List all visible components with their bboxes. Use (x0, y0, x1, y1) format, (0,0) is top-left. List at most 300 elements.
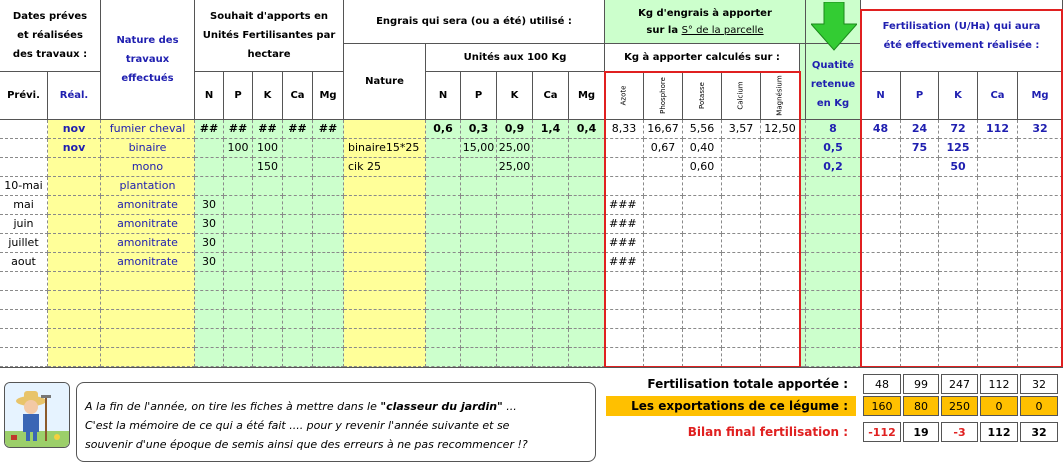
cell-k3-row-7 (722, 234, 761, 253)
down-arrow-icon (811, 2, 857, 52)
cell-u2-row-12 (497, 329, 533, 348)
cell-f3-row-5 (978, 196, 1018, 215)
exports-value-k: 250 (941, 396, 978, 416)
cell-u3-row-1: 1,4 (533, 120, 569, 139)
cell-f4-row-13 (1018, 348, 1063, 367)
cell-qte-row-8 (806, 253, 861, 272)
cell-k1-row-7 (644, 234, 683, 253)
cell-qte-row-11 (806, 310, 861, 329)
cell-k1-row-4 (644, 177, 683, 196)
cell-f0-row-7 (861, 234, 901, 253)
cell-k0-row-7: ### (605, 234, 644, 253)
header-souhait-line-3: hectare (247, 49, 291, 60)
cell-u0-row-5 (426, 196, 461, 215)
cell-k3-row-1: 3,57 (722, 120, 761, 139)
cell-nature-row-2: binaire (101, 139, 195, 158)
header-unites: Unités aux 100 Kg (426, 44, 605, 72)
cell-f0-row-6 (861, 215, 901, 234)
cell-k0-row-10 (605, 291, 644, 310)
cell-previ-row-6: juin (0, 215, 48, 234)
header-souhait-p: P (224, 72, 253, 120)
header-previ: Prévi. (0, 72, 48, 120)
header-kg-engrais-line-2 (646, 22, 763, 39)
header-dates-line-1: Dates préves (12, 11, 88, 22)
cell-s1-row-1: ## (224, 120, 253, 139)
cell-u3-row-9 (533, 272, 569, 291)
cell-eng-row-5 (344, 196, 426, 215)
cell-f1-row-9 (901, 272, 939, 291)
cell-u3-row-5 (533, 196, 569, 215)
cell-u3-row-11 (533, 310, 569, 329)
header-qte-line-1: Quatité (811, 60, 855, 71)
header-unites-mg: Mg (569, 72, 605, 120)
header-real: Réal. (48, 72, 101, 120)
cell-u0-row-4 (426, 177, 461, 196)
cell-qte-row-1: 8 (806, 120, 861, 139)
cell-u3-row-8 (533, 253, 569, 272)
cell-k4-row-11 (761, 310, 800, 329)
note-box (76, 382, 596, 462)
cell-u4-row-12 (569, 329, 605, 348)
cell-s4-row-1: ## (313, 120, 344, 139)
header-nature: Nature (344, 44, 426, 120)
cell-f0-row-13 (861, 348, 901, 367)
cell-f4-row-9 (1018, 272, 1063, 291)
cell-k0-row-8: ### (605, 253, 644, 272)
cell-k0-row-9 (605, 272, 644, 291)
cell-u1-row-2: 15,00 (461, 139, 497, 158)
cell-f1-row-3 (901, 158, 939, 177)
cell-u4-row-5 (569, 196, 605, 215)
cell-f3-row-12 (978, 329, 1018, 348)
cell-f0-row-11 (861, 310, 901, 329)
cell-previ-row-8: aout (0, 253, 48, 272)
header-nature-travaux (101, 0, 195, 120)
header-nature-travaux-line-1: Nature des (116, 35, 179, 46)
header-fertilisation-line-1: Fertilisation (U/Ha) qui aura (882, 20, 1041, 32)
bilan-value-p: 19 (903, 422, 939, 442)
cell-f4-row-4 (1018, 177, 1063, 196)
cell-s2-row-6 (253, 215, 283, 234)
cell-eng-row-1 (344, 120, 426, 139)
cell-eng-row-10 (344, 291, 426, 310)
cell-previ-row-7: juillet (0, 234, 48, 253)
cell-k1-row-11 (644, 310, 683, 329)
header-souhait-line-1: Souhait d'apports en (210, 11, 328, 22)
header-dates-line-2: et réalisées (17, 30, 83, 41)
bilan-value-n: -112 (863, 422, 901, 442)
summary-area (0, 368, 1063, 471)
cell-k0-row-12 (605, 329, 644, 348)
cell-k4-row-3 (761, 158, 800, 177)
cell-eng-row-9 (344, 272, 426, 291)
cell-u4-row-8 (569, 253, 605, 272)
cell-f0-row-8 (861, 253, 901, 272)
element-label: Phosphore (658, 77, 667, 114)
header-dates-line-3: des travaux : (12, 49, 88, 60)
cell-k3-row-13 (722, 348, 761, 367)
cell-nature-row-5: amonitrate (101, 196, 195, 215)
cell-u0-row-13 (426, 348, 461, 367)
cell-f3-row-13 (978, 348, 1018, 367)
cell-u3-row-13 (533, 348, 569, 367)
cell-f2-row-9 (939, 272, 978, 291)
cell-s1-row-4 (224, 177, 253, 196)
cell-qte-row-3: 0,2 (806, 158, 861, 177)
header-unites-ca: Ca (533, 72, 569, 120)
cell-k2-row-11 (683, 310, 722, 329)
cell-real-row-6 (48, 215, 101, 234)
cell-s1-row-2: 100 (224, 139, 253, 158)
cell-f3-row-6 (978, 215, 1018, 234)
cell-u0-row-12 (426, 329, 461, 348)
cell-u3-row-10 (533, 291, 569, 310)
cell-s1-row-11 (224, 310, 253, 329)
cell-f3-row-3 (978, 158, 1018, 177)
cell-s2-row-12 (253, 329, 283, 348)
cell-k2-row-4 (683, 177, 722, 196)
cell-u0-row-9 (426, 272, 461, 291)
cell-f4-row-7 (1018, 234, 1063, 253)
cell-k4-row-5 (761, 196, 800, 215)
cell-s0-row-3 (195, 158, 224, 177)
cell-s0-row-9 (195, 272, 224, 291)
cell-k2-row-1: 5,56 (683, 120, 722, 139)
cell-u4-row-13 (569, 348, 605, 367)
header-element-azote (605, 72, 644, 120)
cell-k3-row-6 (722, 215, 761, 234)
cell-qte-row-6 (806, 215, 861, 234)
cell-s2-row-3: 150 (253, 158, 283, 177)
header-souhait-line-2: Unités Fertilisantes par (202, 30, 336, 41)
cell-u1-row-8 (461, 253, 497, 272)
header-kg-engrais-parcelle: S° de la parcelle (681, 24, 764, 36)
note-emphasis: "classeur du jardin" (380, 400, 503, 413)
cell-f0-row-9 (861, 272, 901, 291)
cell-f2-row-6 (939, 215, 978, 234)
cell-s3-row-12 (283, 329, 313, 348)
cell-previ-row-12 (0, 329, 48, 348)
cell-f4-row-12 (1018, 329, 1063, 348)
gardener-icon (5, 383, 69, 447)
cell-s4-row-5 (313, 196, 344, 215)
cell-u4-row-11 (569, 310, 605, 329)
header-fert-ca: Ca (978, 72, 1018, 120)
totals-value-p: 99 (903, 374, 939, 394)
cell-k0-row-5: ### (605, 196, 644, 215)
cell-k0-row-13 (605, 348, 644, 367)
header-qte-line-2: retenue (810, 79, 856, 90)
cell-f1-row-6 (901, 215, 939, 234)
cell-real-row-9 (48, 272, 101, 291)
header-unites-p: P (461, 72, 497, 120)
cell-k4-row-8 (761, 253, 800, 272)
cell-u4-row-10 (569, 291, 605, 310)
cell-previ-row-1 (0, 120, 48, 139)
cell-k3-row-4 (722, 177, 761, 196)
cell-s4-row-10 (313, 291, 344, 310)
header-qte-line-3: en Kg (816, 98, 850, 109)
cell-s0-row-12 (195, 329, 224, 348)
cell-real-row-2: nov (48, 139, 101, 158)
note-line-2: C'est la mémoire de ce qui a été fait .... pour y revenir l'année suivante et se (85, 419, 510, 432)
bilan-value-mg: 32 (1020, 422, 1058, 442)
cell-k2-row-10 (683, 291, 722, 310)
header-kg-engrais (605, 0, 806, 44)
cell-s3-row-11 (283, 310, 313, 329)
cell-s2-row-9 (253, 272, 283, 291)
cell-k2-row-13 (683, 348, 722, 367)
cell-f1-row-10 (901, 291, 939, 310)
cell-k4-row-12 (761, 329, 800, 348)
cell-qte-row-12 (806, 329, 861, 348)
cell-s4-row-9 (313, 272, 344, 291)
cell-k1-row-9 (644, 272, 683, 291)
cell-real-row-8 (48, 253, 101, 272)
cell-u0-row-10 (426, 291, 461, 310)
note-line-3: souvenir d'une époque de semis ainsi que des erreurs à ne pas recommencer !? (85, 438, 528, 451)
cell-u3-row-4 (533, 177, 569, 196)
cell-u2-row-9 (497, 272, 533, 291)
cell-k0-row-3 (605, 158, 644, 177)
cell-s3-row-1: ## (283, 120, 313, 139)
cell-qte-row-4 (806, 177, 861, 196)
cell-real-row-11 (48, 310, 101, 329)
cell-f1-row-13 (901, 348, 939, 367)
cell-real-row-13 (48, 348, 101, 367)
cell-f2-row-13 (939, 348, 978, 367)
cell-u4-row-7 (569, 234, 605, 253)
cell-f0-row-3 (861, 158, 901, 177)
bilan-label: Bilan final fertilisation : (606, 422, 856, 442)
cell-k0-row-1: 8,33 (605, 120, 644, 139)
cell-f3-row-8 (978, 253, 1018, 272)
cell-f0-row-5 (861, 196, 901, 215)
header-engrais: Engrais qui sera (ou a été) utilisé : (344, 0, 605, 44)
bilan-value-ca: 112 (980, 422, 1018, 442)
cell-eng-row-6 (344, 215, 426, 234)
element-label: Azote (619, 85, 628, 106)
cell-s4-row-6 (313, 215, 344, 234)
cell-u0-row-1: 0,6 (426, 120, 461, 139)
header-souhait-n: N (195, 72, 224, 120)
totals-value-n: 48 (863, 374, 901, 394)
cell-s1-row-5 (224, 196, 253, 215)
cell-u2-row-3: 25,00 (497, 158, 533, 177)
cell-s2-row-2: 100 (253, 139, 283, 158)
cell-previ-row-9 (0, 272, 48, 291)
cell-k0-row-4 (605, 177, 644, 196)
cell-f1-row-4 (901, 177, 939, 196)
element-label: Calcium (736, 81, 745, 110)
cell-s3-row-10 (283, 291, 313, 310)
cell-k4-row-13 (761, 348, 800, 367)
header-kg-engrais-prefix: sur la (646, 24, 682, 36)
cell-u2-row-4 (497, 177, 533, 196)
cell-f2-row-1: 72 (939, 120, 978, 139)
element-label: Magnésium (775, 75, 784, 116)
cell-k0-row-6: ### (605, 215, 644, 234)
cell-k1-row-3 (644, 158, 683, 177)
cell-s3-row-8 (283, 253, 313, 272)
cell-nature-row-6: amonitrate (101, 215, 195, 234)
cell-previ-row-4: 10-mai (0, 177, 48, 196)
cell-s0-row-7: 30 (195, 234, 224, 253)
cell-k2-row-9 (683, 272, 722, 291)
cell-eng-row-12 (344, 329, 426, 348)
cell-k3-row-2 (722, 139, 761, 158)
element-label: Potasse (697, 82, 706, 109)
cell-u1-row-12 (461, 329, 497, 348)
cell-f1-row-11 (901, 310, 939, 329)
cell-s0-row-4 (195, 177, 224, 196)
totals-label: Fertilisation totale apportée : (606, 374, 856, 394)
cell-u0-row-11 (426, 310, 461, 329)
cell-real-row-7 (48, 234, 101, 253)
header-souhait-ca: Ca (283, 72, 313, 120)
cell-nature-row-12 (101, 329, 195, 348)
header-fertilisation-line-2: été effectivement réalisée : (883, 39, 1040, 51)
totals-value-ca: 112 (980, 374, 1018, 394)
header-fert-n: N (861, 72, 901, 120)
cell-s3-row-5 (283, 196, 313, 215)
cell-s1-row-6 (224, 215, 253, 234)
cell-f4-row-11 (1018, 310, 1063, 329)
cell-nature-row-4: plantation (101, 177, 195, 196)
cell-f4-row-8 (1018, 253, 1063, 272)
cell-s2-row-7 (253, 234, 283, 253)
cell-real-row-12 (48, 329, 101, 348)
cell-real-row-10 (48, 291, 101, 310)
cell-qte-row-5 (806, 196, 861, 215)
cell-u3-row-2 (533, 139, 569, 158)
cell-u2-row-1: 0,9 (497, 120, 533, 139)
cell-u1-row-11 (461, 310, 497, 329)
cell-s2-row-5 (253, 196, 283, 215)
cell-f2-row-5 (939, 196, 978, 215)
exports-value-p: 80 (903, 396, 939, 416)
cell-f2-row-4 (939, 177, 978, 196)
cell-s0-row-8: 30 (195, 253, 224, 272)
cell-k1-row-13 (644, 348, 683, 367)
cell-u2-row-8 (497, 253, 533, 272)
cell-k3-row-3 (722, 158, 761, 177)
header-element-phosphore (644, 72, 683, 120)
header-element-magnésium (761, 72, 800, 120)
cell-f1-row-2: 75 (901, 139, 939, 158)
cell-nature-row-8: amonitrate (101, 253, 195, 272)
cell-f2-row-10 (939, 291, 978, 310)
cell-previ-row-2 (0, 139, 48, 158)
cell-f2-row-2: 125 (939, 139, 978, 158)
cell-eng-row-8 (344, 253, 426, 272)
cell-u1-row-7 (461, 234, 497, 253)
cell-u0-row-7 (426, 234, 461, 253)
cell-previ-row-3 (0, 158, 48, 177)
cell-u4-row-4 (569, 177, 605, 196)
cell-f2-row-7 (939, 234, 978, 253)
header-element-potasse (683, 72, 722, 120)
cell-k1-row-5 (644, 196, 683, 215)
cell-u3-row-7 (533, 234, 569, 253)
cell-k2-row-6 (683, 215, 722, 234)
cell-k2-row-7 (683, 234, 722, 253)
cell-u0-row-8 (426, 253, 461, 272)
cell-k1-row-1: 16,67 (644, 120, 683, 139)
cell-f3-row-10 (978, 291, 1018, 310)
cell-s3-row-7 (283, 234, 313, 253)
gardener-image (4, 382, 70, 448)
cell-previ-row-13 (0, 348, 48, 367)
cell-u1-row-9 (461, 272, 497, 291)
cell-f3-row-1: 112 (978, 120, 1018, 139)
cell-u2-row-10 (497, 291, 533, 310)
cell-u1-row-10 (461, 291, 497, 310)
cell-s3-row-2 (283, 139, 313, 158)
cell-f0-row-12 (861, 329, 901, 348)
cell-s4-row-3 (313, 158, 344, 177)
header-kg-calc: Kg à apporter calculés sur : (605, 44, 800, 72)
cell-s3-row-3 (283, 158, 313, 177)
cell-eng-row-7 (344, 234, 426, 253)
cell-previ-row-10 (0, 291, 48, 310)
cell-s0-row-13 (195, 348, 224, 367)
cell-eng-row-3: cik 25 (344, 158, 426, 177)
header-fert-k: K (939, 72, 978, 120)
header-souhait (195, 0, 344, 72)
cell-s3-row-13 (283, 348, 313, 367)
cell-s3-row-9 (283, 272, 313, 291)
cell-s3-row-6 (283, 215, 313, 234)
cell-k1-row-6 (644, 215, 683, 234)
header-nature-travaux-line-3: effectués (121, 73, 174, 84)
cell-u1-row-3 (461, 158, 497, 177)
cell-f1-row-12 (901, 329, 939, 348)
cell-f1-row-1: 24 (901, 120, 939, 139)
cell-eng-row-11 (344, 310, 426, 329)
cell-qte-row-2: 0,5 (806, 139, 861, 158)
cell-s1-row-9 (224, 272, 253, 291)
cell-s2-row-11 (253, 310, 283, 329)
cell-f0-row-10 (861, 291, 901, 310)
cell-s2-row-10 (253, 291, 283, 310)
header-unites-k: K (497, 72, 533, 120)
cell-s4-row-2 (313, 139, 344, 158)
header-qte (806, 44, 861, 120)
cell-previ-row-11 (0, 310, 48, 329)
cell-f0-row-1: 48 (861, 120, 901, 139)
cell-s0-row-2 (195, 139, 224, 158)
totals-value-k: 247 (941, 374, 978, 394)
cell-real-row-3 (48, 158, 101, 177)
header-fert-p: P (901, 72, 939, 120)
cell-k1-row-10 (644, 291, 683, 310)
exports-value-ca: 0 (980, 396, 1018, 416)
exports-label: Les exportations de ce légume : (606, 396, 856, 416)
cell-nature-row-11 (101, 310, 195, 329)
cell-f3-row-11 (978, 310, 1018, 329)
cell-s0-row-5: 30 (195, 196, 224, 215)
cell-u2-row-11 (497, 310, 533, 329)
cell-s0-row-10 (195, 291, 224, 310)
cell-real-row-1: nov (48, 120, 101, 139)
cell-k1-row-8 (644, 253, 683, 272)
cell-u1-row-1: 0,3 (461, 120, 497, 139)
cell-eng-row-4 (344, 177, 426, 196)
cell-nature-row-3: mono (101, 158, 195, 177)
cell-f1-row-8 (901, 253, 939, 272)
cell-f2-row-11 (939, 310, 978, 329)
